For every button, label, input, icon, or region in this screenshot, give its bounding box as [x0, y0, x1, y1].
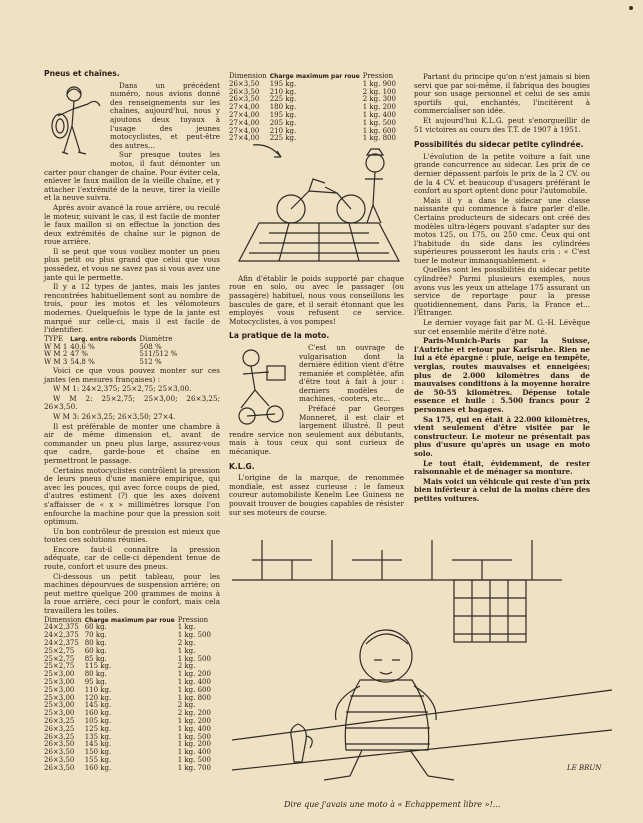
rim-table-row-cell: W M 1: [44, 342, 68, 351]
pressure-table-row-cell: 24×2,375: [44, 639, 79, 648]
column-2: [229, 73, 404, 518]
text-paragraph: Paris-Munich-Paris par la Suisse, l'Autriche et retour par Karlsruhe. Rien ne lui a été épargné : pluie, neige en tempête, verglas, routes mauvaises et enneigées; plus de 2.000 kilomètres dans de mauvaises conditions à la moyenne horaire de 50-55 kilomètres. Dépense totale essence et huile : 5.500 francs pour 2 personnes et bagages.: [414, 336, 590, 414]
pressure-table-row: [229, 135, 399, 143]
pressure-table-row-cell: 195 kg.: [269, 110, 297, 119]
pressure-table-row-cell: 1 kg. 400: [177, 724, 211, 733]
pressure-table-row-cell: 195 kg.: [269, 79, 297, 88]
pressure-table-row-cell: 1 kg. 800: [177, 693, 211, 702]
pressure-table-header: Pression: [177, 615, 209, 624]
prisoner-illustration: [232, 540, 612, 798]
pressure-table-row-cell: 1 kg. 500: [177, 631, 211, 640]
text-paragraph: Voici ce que vous pouvez monter sur ces jantes (en mesures françaises) :: [44, 366, 220, 384]
pressure-table-header: Dimension: [229, 72, 267, 80]
pressure-table-row-cell: 160 kg.: [84, 763, 112, 772]
pressure-table-row-cell: 24×2,375: [44, 623, 79, 632]
pressure-table-2-body: [229, 81, 399, 143]
pressure-table-row-cell: 27×4,00: [229, 134, 260, 143]
pressure-table-row-cell: 95 kg.: [84, 678, 107, 686]
pressure-table-row-cell: 1 kg. 500: [177, 755, 211, 764]
rim-table-row-cell: 512 %: [139, 358, 162, 367]
pressure-table-1-body: [44, 624, 214, 772]
pressure-table-row-cell: 1 kg. 700: [177, 763, 211, 772]
cartoon-tire-man-icon: [44, 82, 106, 164]
text-paragraph: Il y a 12 types de jantes, mais les jantes rencontrées habituellement sont au nombre de trois, pour les motos et les vélomoteurs modernes. Quelquefois le type de la jante est marqué sur celle-ci, mais il est facile de l'identifier.: [44, 282, 220, 335]
text-paragraph: Et aujourd'hui K.L.G. peut s'enorgueillir de 51 victoires au cours des T.T. de 1907 à 1951.: [414, 115, 590, 134]
pressure-table-row-cell: 225 kg.: [269, 95, 297, 104]
pressure-table-row-cell: 145 kg.: [84, 740, 112, 749]
pressure-table-row-cell: 60 kg.: [84, 646, 107, 655]
pressure-table-row-cell: 210 kg.: [269, 126, 297, 135]
pressure-table-row-cell: 210 kg.: [269, 87, 297, 96]
pressure-table-row-cell: 25×3,00: [44, 693, 75, 702]
text-paragraph: Préfacé par Georges Monneret, il est clair et largement illustré. Il peut rendre service non seulement aux débutants, mais à tous ceux qui sont curieux de mécanique.: [229, 404, 404, 457]
pressure-table-row-cell: 2 kg. 200: [177, 709, 211, 718]
pressure-table-row-cell: 125 kg.: [84, 724, 112, 733]
pressure-table-row-cell: 85 kg.: [84, 654, 107, 663]
pressure-table-row-cell: 27×4,00: [229, 126, 260, 135]
pressure-table-row-cell: 1 kg.: [177, 646, 196, 655]
pressure-table-row-cell: 120 kg.: [84, 693, 112, 702]
rim-table-row-cell: 54,8 %: [70, 358, 95, 367]
text-paragraph: W M 3: 26×3,25; 26×3,50; 27×4.: [53, 411, 176, 421]
pressure-table-row-cell: 26×3,50: [229, 79, 260, 88]
pressure-table-row-cell: 105 kg.: [84, 716, 112, 725]
pressure-table-row-cell: 24×2,375: [44, 631, 79, 640]
pressure-table-row-cell: 1 kg. 200: [362, 103, 396, 112]
cartoon-motorcycle-scale-icon: [229, 143, 404, 268]
cartoon-reader-icon: [229, 344, 295, 426]
pressure-table-row-cell: 1 kg. 200: [177, 740, 211, 749]
pressure-table-row-cell: 135 kg.: [84, 732, 112, 741]
rim-table-row-cell: W M 2: [44, 350, 68, 359]
text-paragraph: Sa 175, qui en était à 22.000 kilomètres, vient seulement d'être visitée par le constructeur. Le moteur ne présentait pas plus d'usure qu'après un usage en moto solo.: [414, 414, 590, 458]
rim-table-row-cell: W M 3: [44, 358, 68, 367]
column-3: [414, 73, 590, 505]
pressure-table-row-cell: 26×3,50: [229, 95, 260, 104]
column-1: [44, 70, 220, 773]
text-paragraph: L'évolution de la petite voiture a fait une grande concurrence au sidecar. Les prix de ce dernier dépassent parfois le prix de la 2 CV. ou de la 4 CV. et beaucoup d'usagers préférant le confort au sport optent donc pour l'automobile.: [414, 151, 590, 196]
rim-table-header: Diamètre: [139, 334, 173, 343]
pressure-table-row-cell: 1 kg. 500: [177, 654, 211, 663]
illustration-caption: Dire que j'avais une moto à « Echappement libre »!...: [284, 800, 501, 809]
pressure-table-row-cell: 1 kg. 500: [177, 732, 211, 741]
pressure-table-row-cell: 155 kg.: [84, 755, 112, 764]
pressure-table-row-cell: 2 kg. 300: [362, 95, 396, 104]
rim-table-body: [44, 344, 180, 367]
pressure-table-row-cell: 27×4,00: [229, 110, 260, 119]
pressure-table-row-cell: 26×3,50: [44, 755, 75, 764]
pressure-table-row-cell: 150 kg.: [84, 748, 112, 757]
pressure-table-row-cell: 25×2,75: [44, 662, 75, 671]
rim-table-row-cell: 508 %: [139, 342, 162, 351]
pressure-table-row-cell: 1 kg. 400: [177, 748, 211, 757]
page-dot: [629, 6, 633, 10]
pressure-table-row-cell: 1 kg.: [177, 623, 196, 632]
text-paragraph: Après avoir avancé la roue arrière, ou reculé le moteur, suivant le cas, il est facile de monter le faux maillon si on effectue la jonction des deux extrémités de chaîne sur le pignon de roue arrière.: [44, 202, 220, 247]
text-paragraph: Ci-dessous un petit tableau, pour les machines dépourvues de suspension arrière; on peut mettre quelque 200 grammes de moins à la roue arrière, ceci pour le confort, mais cela travaillera les toiles.: [44, 571, 220, 616]
pressure-table-row-cell: 25×3,00: [44, 678, 75, 686]
pressure-table-1: [44, 617, 214, 773]
text-paragraph: W M 2: 25×2,75; 25×3,00; 26×3,25; 26×3,50.: [44, 393, 220, 412]
heading-pratique-moto: La pratique de la moto.: [229, 331, 330, 341]
pressure-table-row-cell: 26×3,25: [44, 732, 75, 741]
text-paragraph: C'est un ouvrage de vulgarisation dont la dernière édition vient d'être remaniée et complétée, afin d'être tout à fait à jour : derniers modèles de machines, -cooters, etc...: [299, 342, 404, 404]
pressure-table-row-cell: 160 kg.: [84, 709, 112, 718]
pressure-table-row-cell: 2 kg.: [177, 701, 196, 710]
pressure-table-row-cell: 1 kg. 900: [362, 79, 396, 88]
pressure-table-row-cell: 70 kg.: [84, 631, 107, 640]
pressure-table-row-cell: 1 kg. 400: [177, 678, 211, 686]
pressure-table-header: Charge maximum par roue: [269, 73, 360, 80]
pressure-table-row-cell: 115 kg.: [84, 662, 112, 671]
pressure-table-row-cell: 145 kg.: [84, 701, 112, 710]
pressure-table-header: Pression: [362, 72, 394, 80]
pressure-table-row-cell: 25×2,75: [44, 654, 75, 663]
rim-table-row-cell: 511/512 %: [139, 350, 178, 359]
text-paragraph: W M 1: 24×2,375; 25×2,75; 25×3,00.: [53, 384, 192, 394]
pressure-table-row-cell: 225 kg.: [269, 134, 297, 143]
pressure-table-row-cell: 25×3,00: [44, 709, 75, 718]
pressure-table-row-cell: 1 kg. 200: [177, 716, 211, 725]
pressure-table-header: Dimension: [44, 615, 82, 624]
text-paragraph: Dans un précédent numéro, nous avions donné des renseignements sur les chaînes, aujourd'hui, nous y ajoutons deux tuyaux à l'usage des jeunes motocyclistes, et peut-être des autres...: [110, 80, 220, 150]
pressure-table-row-cell: 180 kg.: [269, 103, 297, 112]
text-paragraph: Le dernier voyage fait par M. G.-H. Lévêque sur cet ensemble mérite d'être noté.: [414, 318, 590, 336]
pressure-table-row-cell: 25×3,00: [44, 670, 75, 679]
pressure-table-2: [229, 73, 399, 143]
pressure-table-header: Charge maximum par roue: [84, 616, 175, 624]
text-paragraph: Un bon contrôleur de pression est mieux que toutes ces solutions réunies.: [44, 526, 220, 545]
rim-table-header: TYPE: [44, 334, 64, 343]
text-paragraph: Mais il y a dans le sidecar une classe naissante qui commence à faire parler d'elle. Certains producteurs de sidecars ont créé des modèles ultra-légers pouvant s'adapter sur des motos 125, ou 175, ou 250 cmc. Ceux qui ont l'habitude du side dans les cylindrées supérieures pousseront les hauts cris : « C'est tuer le moteur immanquablement. »: [414, 195, 590, 265]
text-paragraph: Encore faut-il connaître la pression adéquate, car de celle-ci dépendent tenue de route, confort et usure des pneus.: [44, 544, 220, 572]
pressure-table-row-cell: 26×3,25: [44, 716, 75, 725]
text-paragraph: Sur presque toutes les motos, il faut démonter un carter pour changer de chaîne. Pour éviter cela, enlever le faux maillon de la vieille chaîne, et y attacher l'extrémité de la neuve, tirer la vieille et la neuve suivra.: [44, 150, 220, 203]
rim-table-row-cell: 47 %: [70, 350, 89, 359]
pressure-table-row-cell: 26×3,50: [229, 87, 260, 96]
text-paragraph: L'origine de la marque, de renommée mondiale, est assez curieuse : le fameux coureur automobiliste Kenelm Lee Guiness ne pouvait trouver de bougies capables de résister sur ses moteurs de course.: [229, 473, 404, 517]
pressure-table-row-cell: 25×2,75: [44, 646, 75, 655]
pressure-table-row-cell: 205 kg.: [269, 118, 297, 127]
rim-table: [44, 336, 180, 367]
rim-table-row-cell: 40,6 %: [70, 342, 95, 351]
text-paragraph: Afin d'établir le poids supporté par chaque roue en solo, ou avec le passager (ou passagère) habituel, nous vous conseillons les bascules de gare, et il serait étonnant que les employés vous refusent ce service. Motocyclistes, à vos pompes!: [229, 273, 404, 326]
illustration-signature: LE BRUN: [567, 764, 602, 772]
pressure-table-row-cell: 1 kg. 800: [362, 134, 396, 143]
pressure-table-row-cell: 2 kg.: [177, 662, 196, 671]
pressure-table-row-cell: 80 kg.: [84, 670, 107, 679]
pressure-table-row-cell: 27×4,00: [229, 103, 260, 112]
text-paragraph: Il est préférable de monter une chambre à air de même dimension et, avant de commander un pneu plus large, assurez-vous que cadre, garde-boue et chaîne en permettront le passage.: [44, 421, 220, 465]
pressure-table-row-cell: 25×3,00: [44, 685, 75, 694]
pressure-table-row-cell: 27×4,00: [229, 118, 260, 127]
text-paragraph: Partant du principe qu'on n'est jamais si bien servi que par soi-même, il fabriqua des bougies pour son usage personnel et celui de ses amis sportifs qui, enchantés, l'incitèrent à commercialiser son idée.: [414, 72, 590, 116]
heading-sidecar: Possibilités du sidecar petite cylindrée.: [414, 140, 584, 150]
pressure-table-row-cell: 2 kg. 100: [362, 87, 396, 96]
heading-pneus-chaines: Pneus et chaînes.: [44, 69, 120, 78]
heading-klg: K.L.G.: [229, 461, 255, 471]
pressure-table-row-cell: 60 kg.: [84, 623, 107, 632]
rim-table-header: Larg. entre rebords: [70, 335, 137, 343]
pressure-table-row-cell: 2 kg.: [177, 639, 196, 648]
pressure-table-row-cell: 1 kg. 600: [362, 126, 396, 135]
pressure-table-row-cell: 110 kg.: [84, 685, 112, 694]
pressure-table-row: [44, 765, 214, 773]
pressure-table-row-cell: 1 kg. 200: [177, 670, 211, 679]
pressure-table-row-cell: 26×3,50: [44, 740, 75, 749]
pressure-table-row-cell: 26×3,25: [44, 724, 75, 733]
text-paragraph: Il se peut que vous vouliez monter un pneu plus petit ou plus grand que celui que vous possédez, et vous ne savez pas si vous avez une jante qui le permette.: [44, 246, 220, 282]
pressure-table-row-cell: 26×3,50: [44, 763, 75, 772]
text-paragraph: Quelles sont les possibilités du sidecar petite cylindrée? Parmi plusieurs exemples, nous avons vus les yeux un attelage 175 assurant un service de reportage pour la presse quotidiennement, dans Paris, la France et... l'Étranger.: [414, 265, 590, 318]
text-paragraph: Mais voici un véhicule qui reste d'un prix bien inférieur à celui de la moins chère des petites voitures.: [414, 476, 590, 503]
pressure-table-row-cell: 1 kg. 600: [177, 685, 211, 694]
pressure-table-row-cell: 80 kg.: [84, 639, 107, 648]
text-paragraph: Le tout était, évidemment, de rester raisonnable et de ménager sa monture.: [414, 458, 590, 477]
text-paragraph: Certains motocyclistes contrôlent la pression de leurs pneus d'une manière empirique, qui avec les pouces, qui avec force coups de pied, d'autres estiment (?) que les axes doivent s'affaisser de « x » millimètres lorsque l'on enfourche la machine pour que la pression soit optimum.: [44, 465, 220, 527]
pressure-table-row-cell: 1 kg. 400: [362, 110, 396, 119]
pressure-table-row-cell: 1 kg. 500: [362, 118, 396, 127]
pressure-table-row-cell: 25×3,00: [44, 701, 75, 710]
pressure-table-row-cell: 26×3,50: [44, 748, 75, 757]
